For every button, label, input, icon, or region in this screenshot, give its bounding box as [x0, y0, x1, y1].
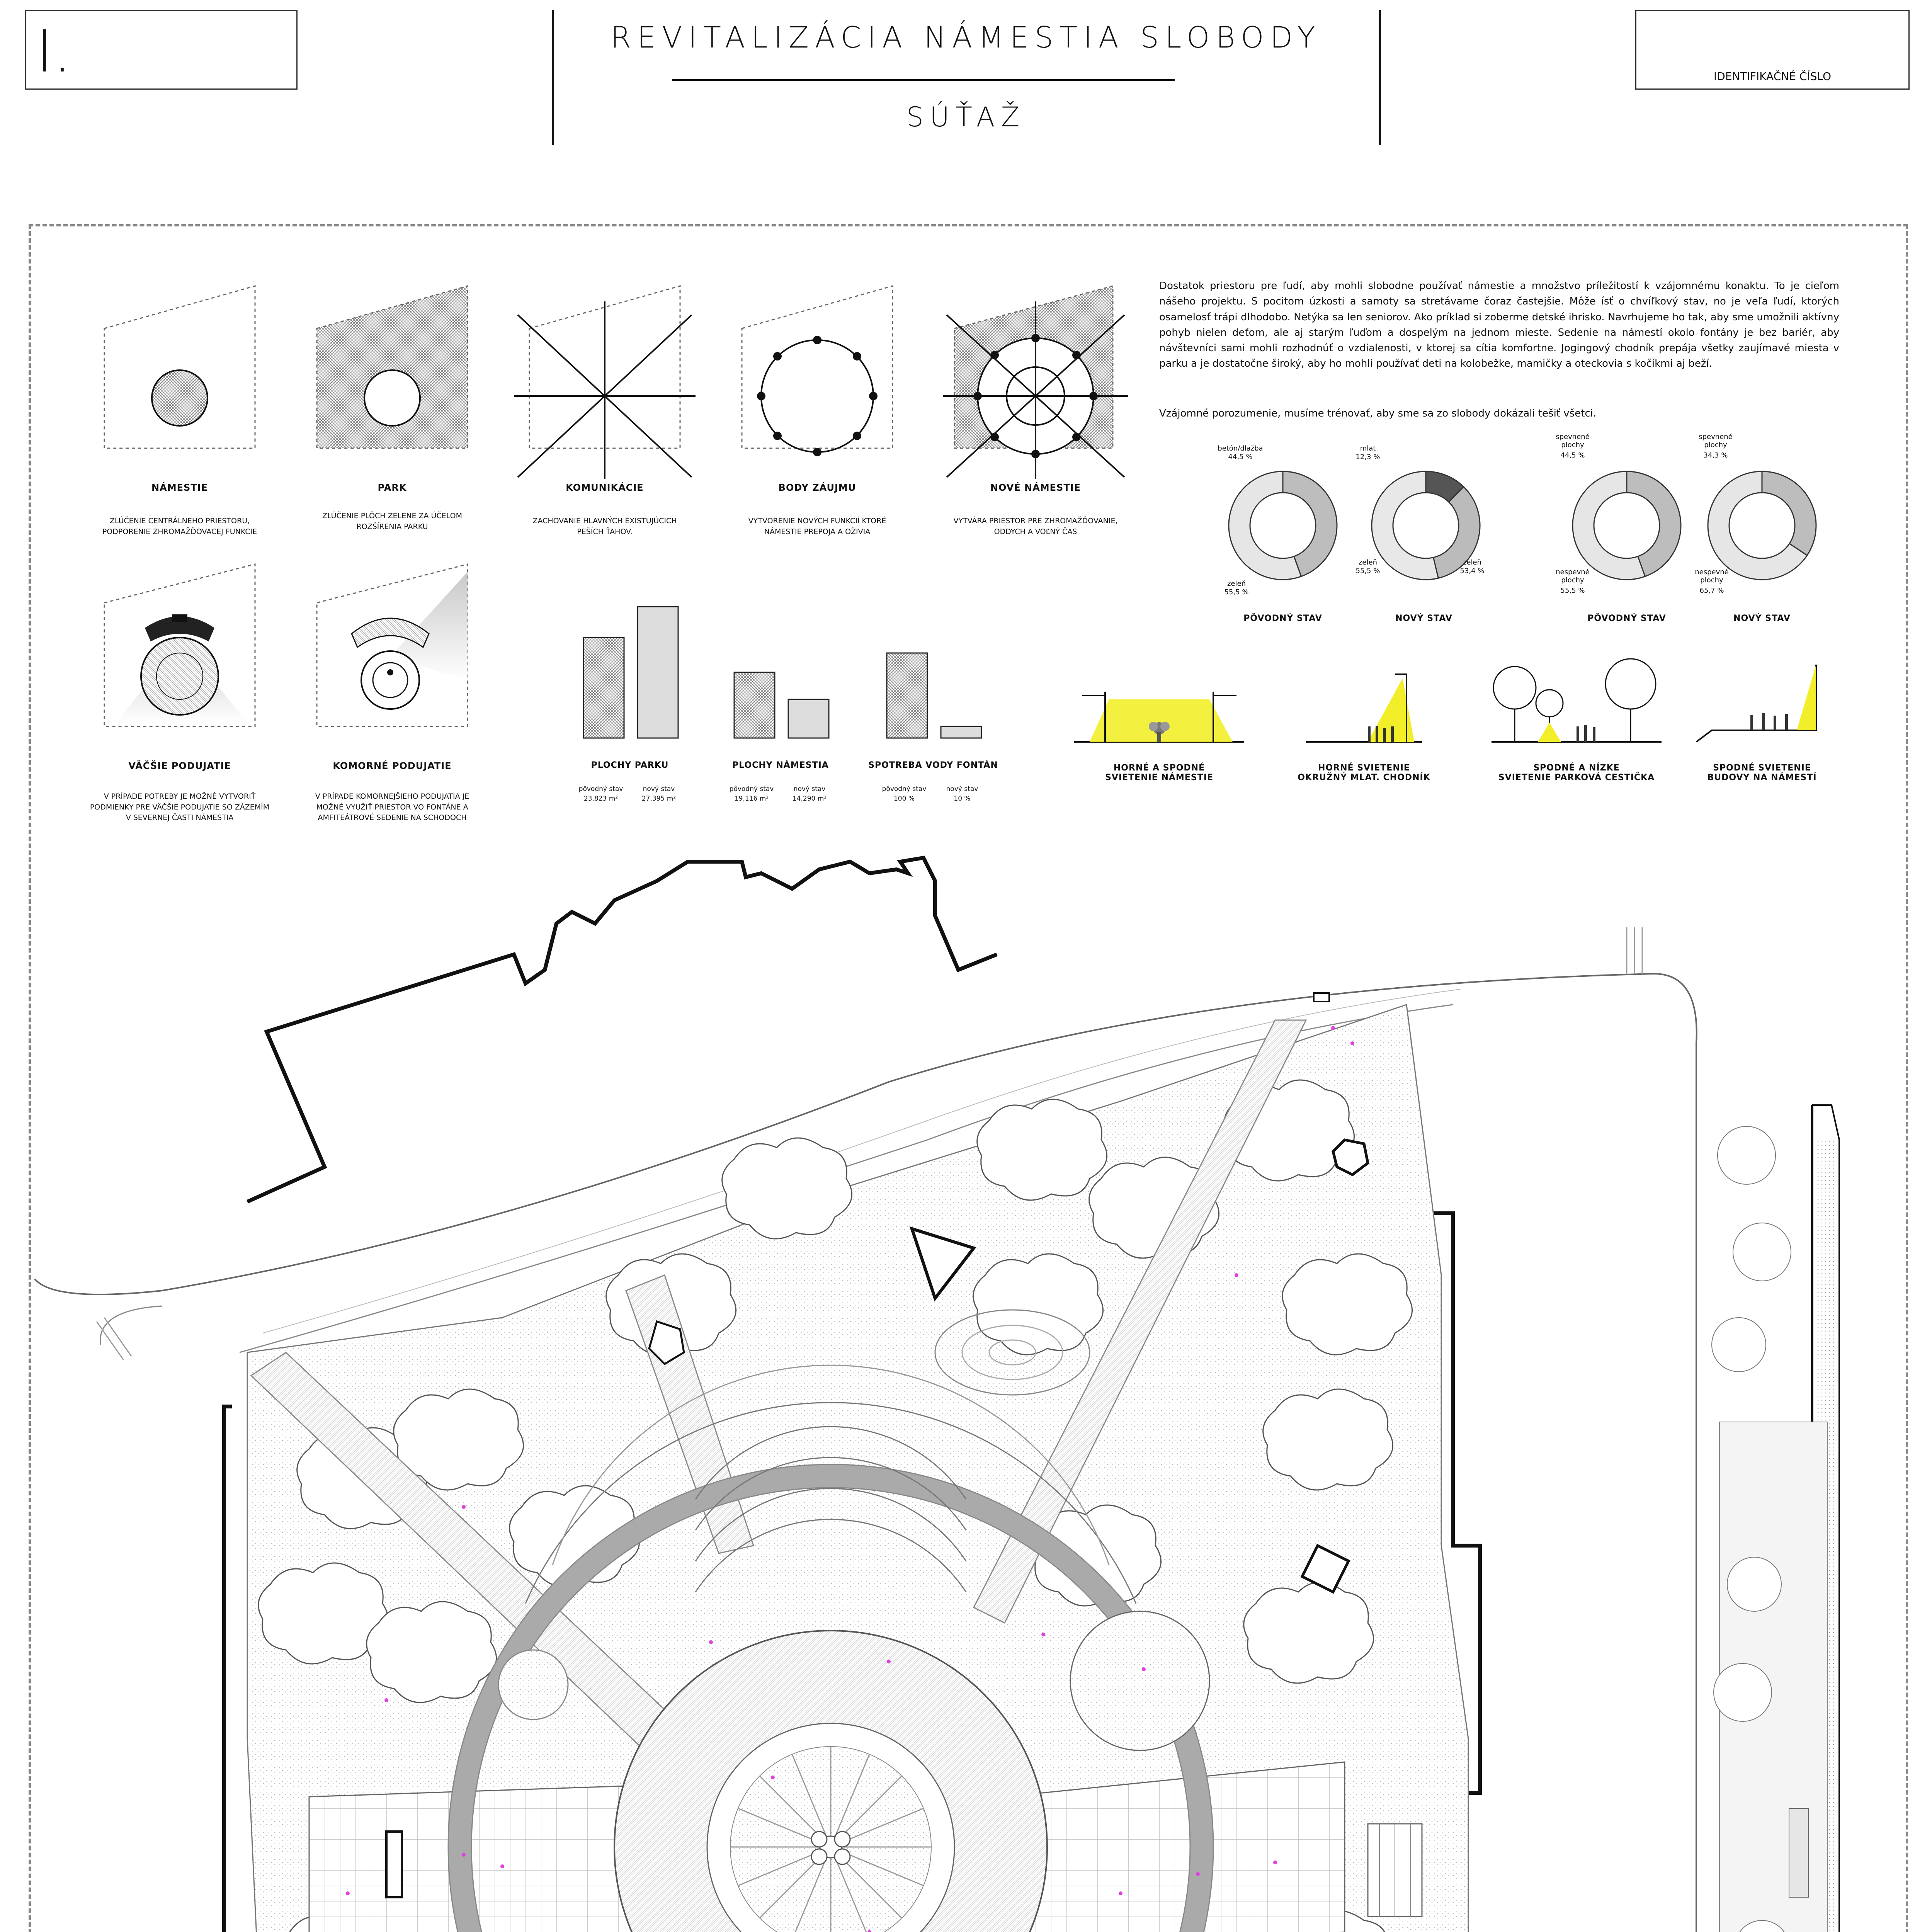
- concept-label-park: PARK: [378, 482, 407, 493]
- project-motto: Vzájomné porozumenie, musíme trénovať, aby sme sa zo slobody dokázali tešiť všetci.: [1159, 408, 1597, 419]
- sheet-number: I.: [36, 18, 71, 85]
- concept-desc-namestie: ZLÚČENIE CENTRÁLNEHO PRIESTORU, PODPORENIE ZHROMAŽĎOVACEJ FUNKCIE: [102, 517, 257, 536]
- podium-label-vacsie: VÄČŠIE PODUJATIE: [128, 760, 231, 771]
- donut-caption-2: PÔVODNÝ STAV: [1587, 614, 1666, 623]
- donut-caption-3: NOVÝ STAV: [1733, 614, 1791, 623]
- donut3-a-label: spevnené plochy: [1699, 433, 1733, 449]
- concept-desc-komunikacie: ZACHOVANIE HLAVNÝCH EXISTUJÚCICH PEŠÍCH ŤAHOV.: [532, 517, 677, 536]
- page-subtitle: SÚŤAŽ: [906, 101, 1026, 133]
- donut1-a-label: mlat: [1360, 444, 1376, 452]
- stat-v1-namestie: 19,116 m²: [734, 795, 769, 803]
- donut-caption-0: PÔVODNÝ STAV: [1243, 614, 1322, 623]
- donut3-b-label: nespevné plochy: [1695, 568, 1729, 584]
- concept-desc-nove-namestie: VYTVÁRA PRIESTOR PRE ZHROMAŽĎOVANIE, ODDYCH A VOĽNÝ ČAS: [953, 517, 1118, 536]
- donut3-a-value: 34,3 %: [1703, 451, 1728, 459]
- stat-k1-voda: pôvodný stav: [882, 785, 927, 793]
- stat-k2-voda: nový stav: [946, 785, 978, 793]
- donut1-b-label: zeleň: [1358, 558, 1377, 566]
- concept-label-nove-namestie: NOVÉ NÁMESTIE: [990, 482, 1081, 493]
- lighting-label-1: HORNÉ SVIETENIE OKRUŽNÝ MLAT. CHODNÍK: [1298, 763, 1430, 782]
- podium-label-komorne: KOMORNÉ PODUJATIE: [333, 760, 452, 771]
- donut2-b-value: 55,5 %: [1560, 587, 1585, 595]
- stat-v1-park: 23,823 m²: [583, 795, 618, 803]
- lighting-label-2: SPODNÉ A NÍZKE SVIETENIE PARKOVÁ CESTIČKA: [1498, 763, 1655, 782]
- stat-k1-park: pôvodný stav: [578, 785, 623, 793]
- podium-desc-komorne: V PRÍPADE KOMORNEJŠIEHO PODUJATIA JE MOŽNÉ VYUŽIŤ PRIESTOR VO FONTÁNE A AMFITEÁTROVÉ SEDENIE NA SCHODOCH: [315, 792, 469, 822]
- donut-caption-1: NOVÝ STAV: [1395, 614, 1452, 623]
- stat-v2-voda: 10 %: [954, 795, 971, 803]
- concept-label-komunikacie: KOMUNIKÁCIE: [566, 482, 644, 493]
- donut0-b-value: 55,5 %: [1224, 588, 1249, 596]
- id-number-label: IDENTIFIKAČNÉ ČÍSLO: [1713, 70, 1832, 83]
- stat-k2-park: nový stav: [643, 785, 675, 793]
- donut1-b-value: 55,5 %: [1355, 567, 1380, 575]
- stat-label-namestie: PLOCHY NÁMESTIA: [732, 760, 829, 770]
- donut0-a-value: 44,5 %: [1228, 453, 1253, 461]
- page-title: REVITALIZÁCIA NÁMESTIA SLOBODY: [611, 20, 1321, 54]
- donut2-b-label: nespevné plochy: [1556, 568, 1590, 584]
- podium-desc-vacsie: V PRÍPADE POTREBY JE MOŽNÉ VYTVORIŤ PODMIENKY PRE VÄČŠIE PODUJATIE SO ZÁZEMÍM V SEVERNEJ ČASTI NÁMESTIA: [90, 792, 270, 822]
- stat-label-voda: SPOTREBA VODY FONTÁN: [868, 760, 998, 770]
- stat-v2-park: 27,395 m²: [641, 795, 676, 803]
- donut2-a-label: spevnené plochy: [1556, 433, 1590, 449]
- concept-label-namestie: NÁMESTIE: [151, 482, 208, 493]
- donut1-a-value: 12,3 %: [1355, 453, 1380, 461]
- stat-label-park: PLOCHY PARKU: [591, 760, 669, 770]
- stat-k2-namestie: nový stav: [793, 785, 826, 793]
- stat-k1-namestie: pôvodný stav: [729, 785, 774, 793]
- concept-desc-body-zaujmu: VYTVORENIE NOVÝCH FUNKCIÍ KTORÉ NÁMESTIE PREPOJA A OŽIVIA: [748, 517, 886, 536]
- donut2-a-value: 44,5 %: [1560, 451, 1585, 459]
- donut1-c-value: 53,4 %: [1460, 567, 1485, 575]
- project-description: Dostatok priestoru pre ľudí, aby mohli slobodne používať námestie a množstvo príležitostí k vzájomnému konaktu. To je cieľom nášeho projektu. S pocitom úzkosti a samoty sa stretávame čoraz častejšie. Môže ísť o chvíľkový stav, no je veľa ľudí, ktorých osamelosť trápi dlhodobo. Netýka sa len seniorov. Ako príklad si zoberme detské ihrisko. Navrhujeme ho tak, aby sme umožnili aktívny pohyb nielen deťom, ale aj starým ľuďom a dospelým na jednom mieste. Sedenie na námestí okolo fontány je bez bariér, aby návštevníci sami mohli rozhodnúť o vzdialenosti, v ktorej sa cítia komfortne. Jogingový chodník prepája všetky zaujímavé miesta v parku a je dostatočne široký, aby ho mohli používať deti na kolobežke, mamičky a oteckovia s kočíkmi aj beží.: [1159, 280, 1839, 370]
- donut0-a-label: betón/dlažba: [1218, 444, 1263, 452]
- donut1-c-label: zeleň: [1463, 558, 1481, 566]
- stat-v2-namestie: 14,290 m²: [792, 795, 827, 803]
- donut0-b-label: zeleň: [1227, 580, 1246, 588]
- concept-label-body-zaujmu: BODY ZÁUJMU: [778, 482, 856, 493]
- donut3-b-value: 65,7 %: [1699, 587, 1724, 595]
- lighting-label-0: HORNÉ A SPODNÉ SVIETENIE NÁMESTIE: [1105, 763, 1213, 782]
- stat-v1-voda: 100 %: [893, 795, 915, 803]
- lighting-label-3: SPODNÉ SVIETENIE BUDOVY NA NÁMESTÍ: [1707, 763, 1817, 782]
- concept-desc-park: ZLÚČENIE PLÔCH ZELENE ZA ÚČELOM ROZŠÍRENIA PARKU: [322, 512, 462, 531]
